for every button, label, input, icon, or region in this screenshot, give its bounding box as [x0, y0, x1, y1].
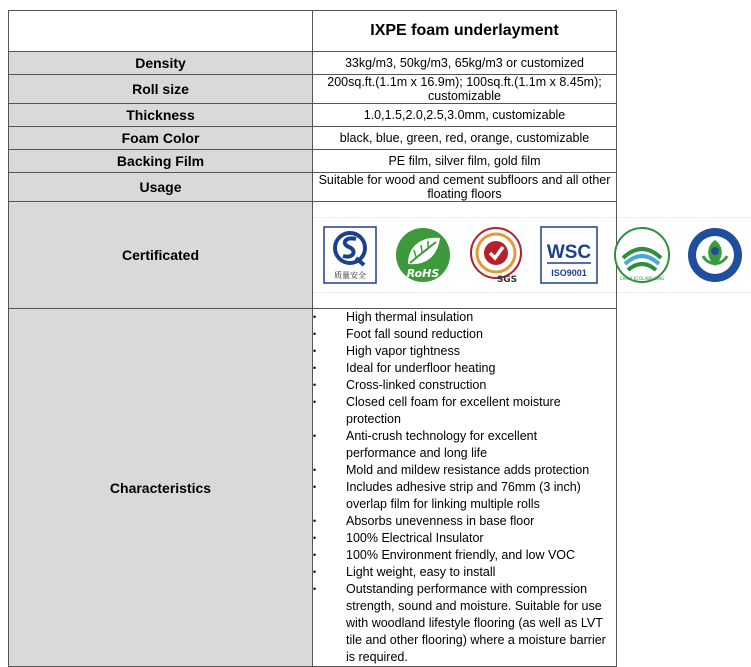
list-item: • Mold and mildew resistance adds protection — [313, 462, 616, 479]
characteristics-cell — [313, 309, 617, 667]
spec-row-usage — [9, 173, 617, 202]
quality-safety-q-logo — [321, 226, 379, 284]
list-item: • Absorbs unevenness in base floor — [313, 513, 616, 530]
spec-row-thickness — [9, 104, 617, 127]
row-label: Density — [9, 52, 313, 75]
list-item: • High thermal insulation — [313, 309, 616, 326]
list-item: • Cross-linked construction — [313, 377, 616, 394]
row-label: Roll size — [9, 75, 313, 104]
china-ecolabelling-logo — [613, 226, 671, 284]
spec-row-characteristics — [9, 309, 617, 667]
list-item: • Light weight, easy to install — [313, 564, 616, 581]
row-value: 33kg/m3, 50kg/m3, 65kg/m3 or customized — [313, 52, 617, 75]
cert-logo-strip — [313, 218, 751, 292]
spec-table — [8, 10, 664, 667]
list-item: • Anti-crush technology for excellent performance and long life — [313, 428, 616, 462]
list-item: • Ideal for underfloor heating — [313, 360, 616, 377]
row-label: Usage — [9, 173, 313, 202]
row-value: black, blue, green, red, orange, customizable — [313, 127, 617, 150]
characteristics-list — [313, 309, 616, 666]
header-blank-cell — [9, 11, 313, 52]
row-label: Backing Film — [9, 150, 313, 173]
list-item: • Closed cell foam for excellent moisture protection — [313, 394, 616, 428]
spec-row-foam-color — [9, 127, 617, 150]
wsc-iso9001-logo — [540, 226, 598, 284]
logo-text: 质量安全 — [333, 271, 366, 280]
list-item: • Outstanding performance with compression strength, sound and moisture. Suitable for use with woodland lifestyle flooring (as well as LVT tile and other flooring) where a moisture barrier is required. — [313, 581, 616, 666]
row-value: 200sq.ft.(1.1m x 16.9m); 100sq.ft.(1.1m x 8.45m); customizable — [313, 75, 617, 104]
list-item: • Foot fall sound reduction — [313, 326, 616, 343]
row-label: Foam Color — [9, 127, 313, 150]
row-label: Certificated — [9, 202, 313, 309]
sgs-quality-certification-logo — [467, 226, 525, 284]
row-label: Characteristics — [9, 309, 313, 667]
logo-text: RoHS — [406, 267, 439, 280]
spec-row-backing-film — [9, 150, 617, 173]
list-item: • Includes adhesive strip and 76mm (3 inch) overlap film for linking multiple rolls — [313, 479, 616, 513]
logo-text: SGS — [496, 275, 517, 285]
logo-text: CHINA ECOLABELLING — [619, 276, 664, 281]
row-value: 1.0,1.5,2.0,2.5,3.0mm, customizable — [313, 104, 617, 127]
row-value: PE film, silver film, gold film — [313, 150, 617, 173]
list-item: • 100% Environment friendly, and low VOC — [313, 547, 616, 564]
header-row — [9, 11, 617, 52]
page-title: IXPE foam underlayment — [313, 11, 617, 52]
cert-logos-cell — [313, 202, 664, 309]
spec-row-roll-size — [9, 75, 617, 104]
green-product-certification-logo — [686, 226, 744, 284]
row-label: Thickness — [9, 104, 313, 127]
spec-row-density — [9, 52, 617, 75]
list-item: • 100% Electrical Insulator — [313, 530, 616, 547]
row-value: Suitable for wood and cement subfloors and all other floating floors — [313, 173, 617, 202]
rohs-leaf-logo — [394, 226, 452, 284]
list-item: • High vapor tightness — [313, 343, 616, 360]
spec-row-certificated — [9, 202, 617, 309]
logo-text: WSC — [546, 242, 591, 263]
logo-subtext: ISO9001 — [550, 268, 587, 278]
